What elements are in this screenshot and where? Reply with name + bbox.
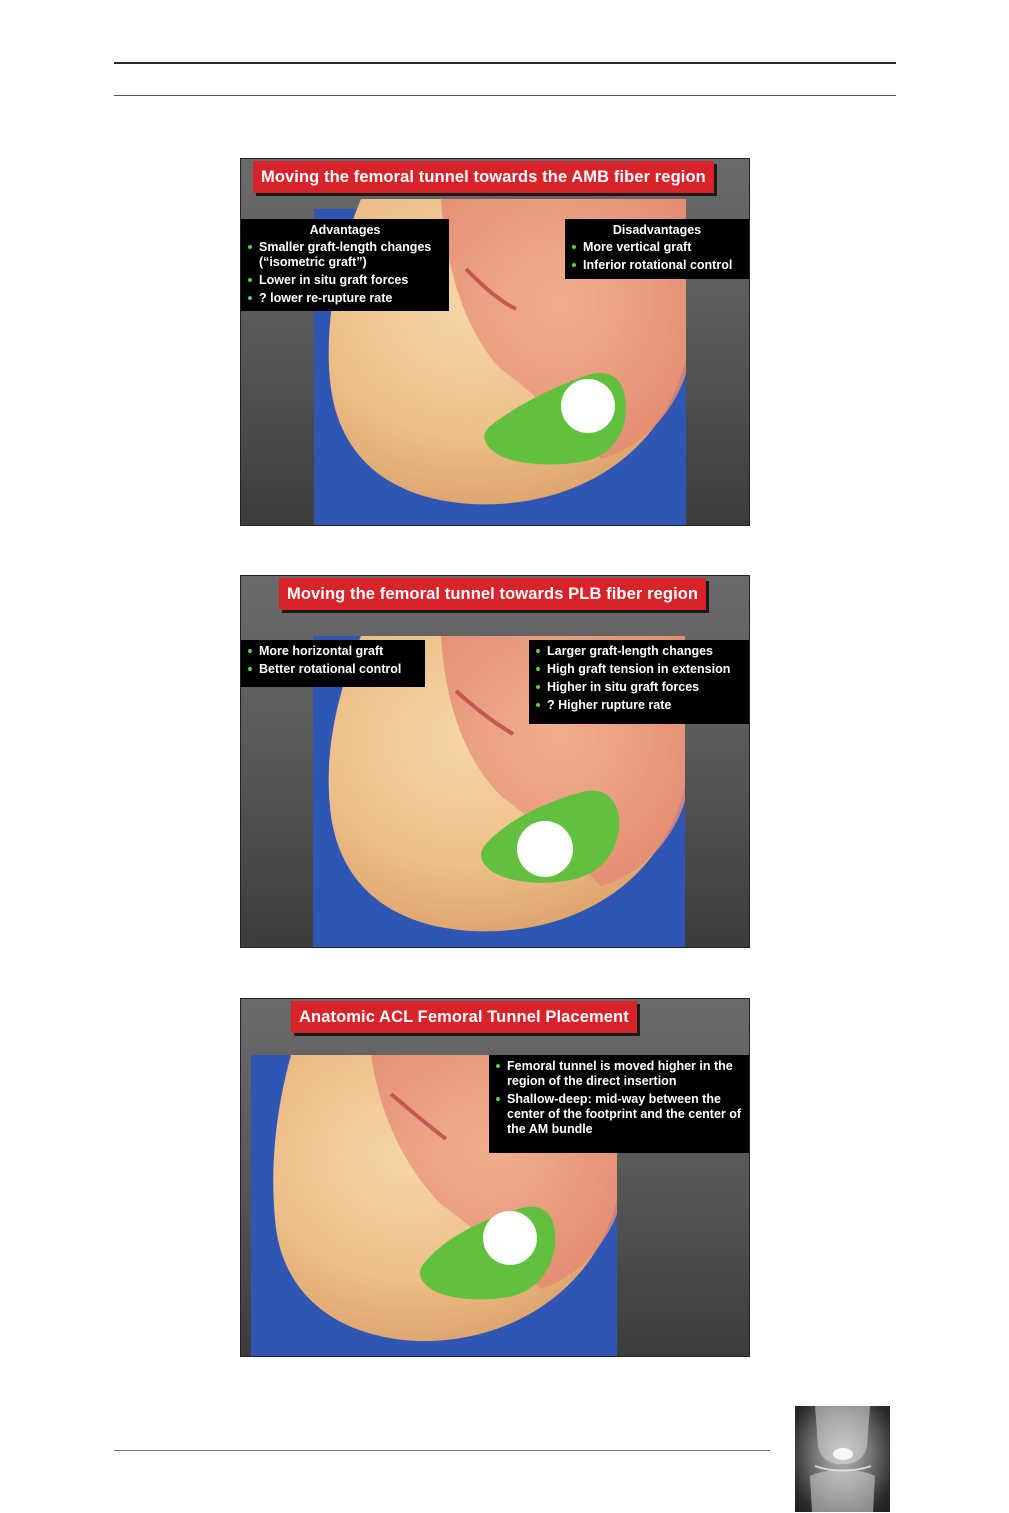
- knee-xray-thumbnail-icon: [795, 1406, 890, 1512]
- tunnel-white-circle: [561, 379, 615, 433]
- knee-photo-2: [241, 576, 749, 947]
- disadvantages-box: [565, 219, 749, 279]
- slide-title: Moving the femoral tunnel towards the AMB fiber region: [253, 161, 714, 193]
- knee-photo-1: [241, 159, 749, 525]
- list-item: More horizontal graft: [247, 644, 419, 659]
- list-item: Better rotational control: [247, 662, 419, 677]
- list-item: ? Higher rupture rate: [535, 698, 743, 713]
- list-item: Shallow-deep: mid-way between the center of the footprint and the center of the AM bundle: [495, 1092, 743, 1137]
- footer-rule: [114, 1450, 770, 1451]
- list-item: High graft tension in extension: [535, 662, 743, 677]
- tunnel-white-circle: [517, 821, 573, 877]
- header-rule-bottom: [114, 95, 896, 96]
- placement-box: [489, 1055, 749, 1153]
- advantages-box: [241, 219, 449, 311]
- advantages-box: [241, 640, 425, 687]
- slide-title: Anatomic ACL Femoral Tunnel Placement: [291, 1001, 637, 1033]
- slide-plb: [241, 576, 749, 947]
- list-item: Higher in situ graft forces: [535, 680, 743, 695]
- tunnel-white-circle: [483, 1211, 537, 1265]
- list-item: Smaller graft-length changes (“isometric graft”): [247, 240, 443, 270]
- slide-amb: [241, 159, 749, 525]
- header-rule-top: [114, 62, 896, 64]
- slide-title: Moving the femoral tunnel towards PLB fiber region: [279, 578, 706, 610]
- list-item: ? lower re-rupture rate: [247, 291, 443, 306]
- list-item: More vertical graft: [571, 240, 743, 255]
- list-item: Larger graft-length changes: [535, 644, 743, 659]
- list-item: Lower in situ graft forces: [247, 273, 443, 288]
- list-item: Inferior rotational control: [571, 258, 743, 273]
- advantages-heading: Advantages: [309, 223, 381, 237]
- slide-anatomic: [241, 999, 749, 1356]
- disadvantages-box: [529, 640, 749, 724]
- list-item: Femoral tunnel is moved higher in the region of the direct insertion: [495, 1059, 743, 1089]
- knee-photo-3: [241, 999, 749, 1356]
- disadvantages-heading: Disadvantages: [612, 223, 702, 237]
